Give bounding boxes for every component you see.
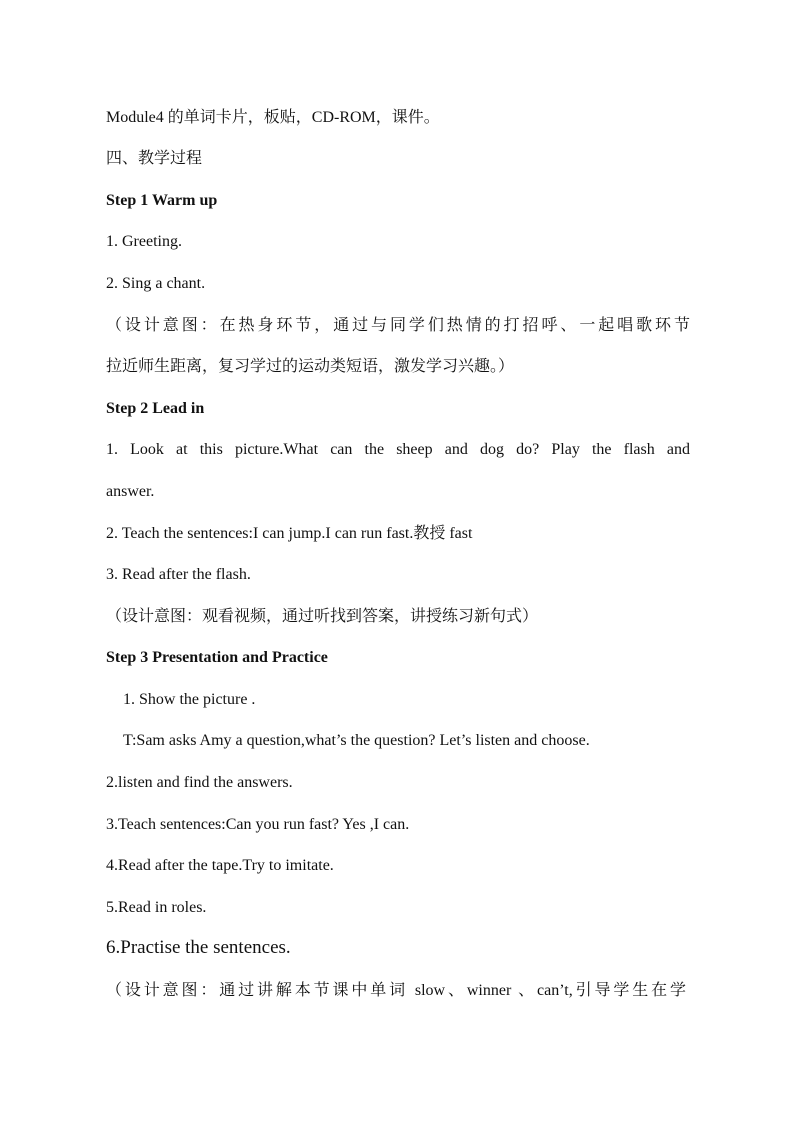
step1-design-intent-line-1: （设计意图：在热身环节，通过与同学们热情的打招呼、一起唱歌环节 bbox=[106, 317, 690, 334]
step2-design-intent: （设计意图：观看视频，通过听找到答案，讲授练习新句式） bbox=[106, 608, 539, 625]
step3-heading: Step 3 Presentation and Practice bbox=[106, 649, 328, 666]
step3-item-4: 4.Read after the tape.Try to imitate. bbox=[106, 857, 334, 874]
step3-item-2: 2.listen and find the answers. bbox=[106, 774, 293, 791]
section-heading-teaching-process: 四、教学过程 bbox=[106, 150, 203, 167]
step3-item-5: 5.Read in roles. bbox=[106, 899, 207, 916]
step2-item-1-line-1: 1. Look at this picture.What can the sheep and dog do? Play the flash and bbox=[106, 441, 690, 458]
step2-item-2: 2. Teach the sentences:I can jump.I can run fast.教授 fast bbox=[106, 525, 473, 542]
step3-item-3: 3.Teach sentences:Can you run fast? Yes ,I can. bbox=[106, 816, 410, 833]
step3-design-intent: （设计意图：通过讲解本节课中单词 slow、winner 、can’t,引导学生在学 bbox=[106, 982, 686, 999]
materials-line: Module4 的单词卡片，板贴，CD-ROM，课件。 bbox=[106, 109, 440, 126]
step2-item-3: 3. Read after the flash. bbox=[106, 566, 251, 583]
step2-heading: Step 2 Lead in bbox=[106, 400, 205, 417]
step3-item-6: 6.Practise the sentences. bbox=[106, 937, 291, 958]
step3-item-1: 1. Show the picture . bbox=[123, 691, 256, 708]
step1-heading: Step 1 Warm up bbox=[106, 192, 218, 209]
step3-item-1-dialogue: T:Sam asks Amy a question,what’s the question? Let’s listen and choose. bbox=[123, 732, 590, 749]
step1-design-intent-line-2: 拉近师生距离，复习学过的运动类短语，激发学习兴趣。） bbox=[106, 358, 515, 375]
step1-item-2: 2. Sing a chant. bbox=[106, 275, 206, 292]
step1-item-1: 1. Greeting. bbox=[106, 233, 182, 250]
step2-item-1-line-2: answer. bbox=[106, 483, 155, 500]
